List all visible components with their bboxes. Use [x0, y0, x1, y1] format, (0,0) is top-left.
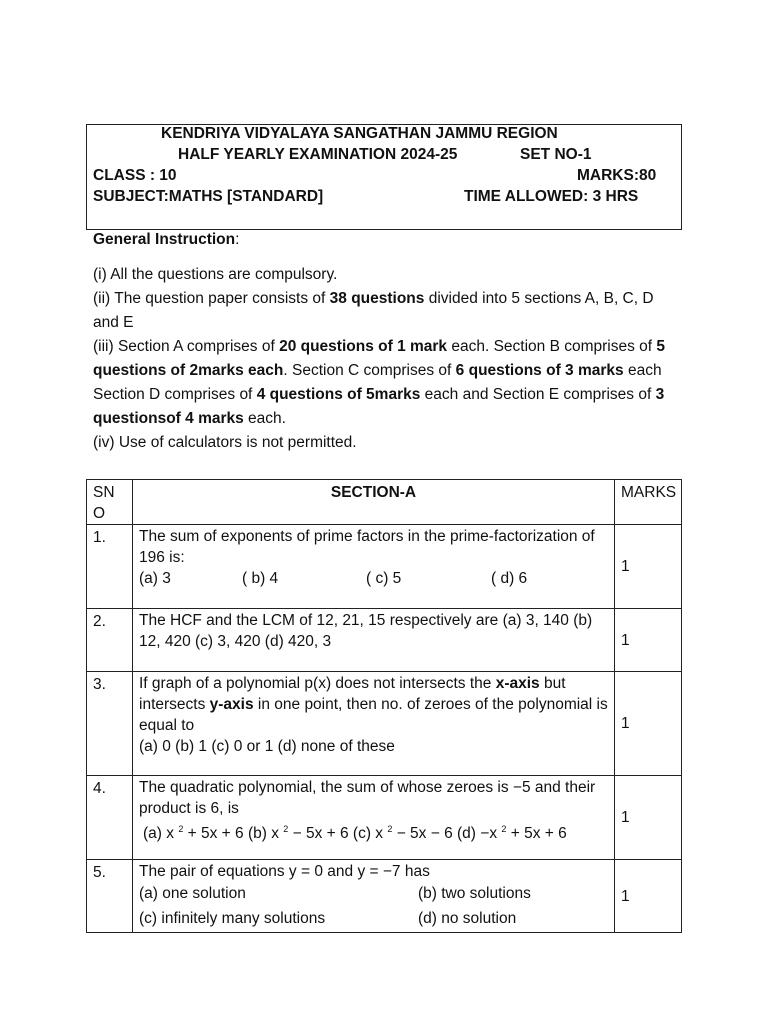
instructions-heading: General Instruction:	[93, 231, 240, 248]
question-marks: 1	[615, 776, 682, 860]
section-a-table	[86, 479, 682, 933]
col-marks-header: MARKS	[615, 480, 682, 525]
question-options: (c) infinitely many solutions (d) no solution	[139, 910, 517, 927]
question-options: (a) 3 ( b) 4 ( c) 5 ( d) 6	[139, 570, 528, 587]
table-row	[87, 860, 682, 933]
table-row	[87, 672, 682, 776]
general-instructions	[93, 228, 683, 455]
max-marks: MARKS:80	[577, 167, 657, 184]
question-marks: 1	[615, 525, 682, 609]
table-row	[87, 609, 682, 672]
question-number: 5.	[87, 860, 133, 933]
col-sno-header: SN O	[87, 480, 133, 525]
question-number: 1.	[87, 525, 133, 609]
question-marks: 1	[615, 609, 682, 672]
table-row	[87, 525, 682, 609]
subject-label: SUBJECT:MATHS [STANDARD]	[93, 188, 324, 205]
question-text: The sum of exponents of prime factors in the prime-factorization of 196 is: (a) 3 ( b) 4 ( c) 5 ( d) 6	[133, 525, 615, 609]
question-number: 3.	[87, 672, 133, 776]
table-header-row	[87, 480, 682, 525]
org-title: KENDRIYA VIDYALAYA SANGATHAN JAMMU REGION	[161, 125, 558, 142]
instruction-iii: (iii) Section A comprises of 20 questions of 1 mark each. Section B comprises of 5 questions of 2marks each. Section C comprises of 6 questions of 3 marks each Section D comprises of 4 questions of 5marks each and Section E comprises of 3 questionsof 4 marks each.	[93, 338, 666, 427]
question-text: The HCF and the LCM of 12, 21, 15 respectively are (a) 3, 140 (b) 12, 420 (c) 3, 420 (d) 420, 3	[133, 609, 615, 672]
question-text: The pair of equations y = 0 and y = −7 has (a) one solution (b) two solutions (c) infinitely many solutions (d) no solution	[133, 860, 615, 933]
exam-title: HALF YEARLY EXAMINATION 2024-25	[178, 146, 458, 163]
question-number: 4.	[87, 776, 133, 860]
question-text: If graph of a polynomial p(x) does not intersects the x-axis but intersects y-axis in one point, then no. of zeroes of the polynomial is equal to (a) 0 (b) 1 (c) 0 or 1 (d) none of these	[133, 672, 615, 776]
instruction-ii: (ii) The question paper consists of 38 questions divided into 5 sections A, B, C, D and E	[93, 290, 654, 331]
question-marks: 1	[615, 672, 682, 776]
question-marks: 1	[615, 860, 682, 933]
col-section-header: SECTION-A	[133, 480, 615, 525]
time-allowed: TIME ALLOWED: 3 HRS	[464, 188, 639, 205]
question-text: The quadratic polynomial, the sum of whose zeroes is −5 and their product is 6, is (a) x $^2$ + 5x + 6 (b) x $^2$ − 5x + 6 (c) x $^2$ − 5x − 6 (d) −x $^2$ + 5x + 6	[133, 776, 615, 860]
class-label: CLASS : 10	[93, 167, 177, 184]
question-options: (a) one solution (b) two solutions	[139, 885, 531, 902]
question-options: (a) 0 (b) 1 (c) 0 or 1 (d) none of these	[139, 738, 395, 755]
instruction-i: (i) All the questions are compulsory.	[93, 266, 338, 283]
instruction-iv: (iv) Use of calculators is not permitted.	[93, 434, 357, 451]
question-options: (a) x $^2$ + 5x + 6 (b) x $^2$ − 5x + 6 (c) x $^2$ − 5x − 6 (d) −x $^2$ + 5x + 6	[143, 824, 567, 843]
table-row	[87, 776, 682, 860]
question-number: 2.	[87, 609, 133, 672]
set-number: SET NO-1	[520, 146, 592, 163]
